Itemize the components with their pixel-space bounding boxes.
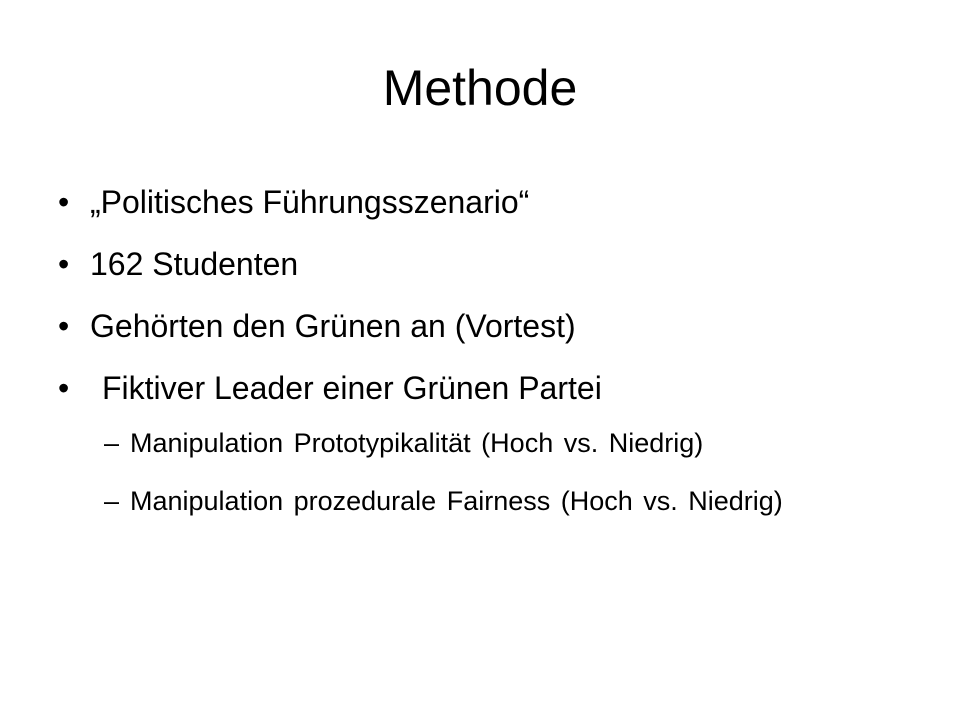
bullet-marker: • (58, 246, 70, 282)
sub-bullet-marker: – (104, 486, 120, 516)
bullet-text: Fiktiver Leader einer Grünen Partei (102, 370, 602, 406)
bullet-marker: • (58, 308, 70, 344)
bullet-text: Gehörten den Grünen an (Vortest) (90, 308, 576, 344)
sub-bullet-marker: – (104, 428, 120, 458)
bullet-text: „Politisches Führungsszenario“ (90, 184, 530, 220)
sub-bullet-text: Manipulation prozedurale Fairness (Hoch vs. Niedrig) (130, 486, 783, 516)
bullet-text: 162 Studenten (90, 246, 299, 282)
sub-bullet-text: Manipulation Prototypikalität (Hoch vs. Niedrig) (130, 428, 704, 458)
bullet-marker: • (58, 184, 70, 220)
slide-title: Methode (382, 60, 578, 116)
bullet-marker: • (58, 370, 70, 406)
